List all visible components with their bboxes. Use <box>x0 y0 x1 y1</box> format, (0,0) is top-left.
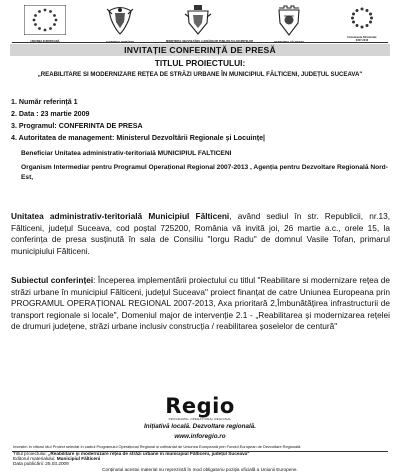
gov-coat-of-arms-icon <box>105 5 135 36</box>
meta-authority: 4. Autoritatea de management: Ministerul Dezvoltării Regionale și Locuințe| <box>11 134 265 142</box>
sf-caption-1: Instrumente Structurale <box>347 36 377 39</box>
beneficiary-line: Beneficiar Unitatea administrativ-teritorială MUNICIPIUL FALTICENI <box>21 150 232 157</box>
structural-funds-logo <box>336 5 388 42</box>
meta-reference: 1. Număr referință 1 <box>11 98 78 106</box>
top-divider <box>12 42 388 43</box>
intermediate-organism: Organism Intermediar pentru Programul Operațional Regional 2007-2013 , Agenția pentru Dezvoltare Regională Nord-Est, <box>21 164 388 181</box>
eu-flag-icon <box>24 5 66 35</box>
logos-row <box>0 5 400 43</box>
government-logo <box>88 5 152 44</box>
regio-logo <box>0 395 400 421</box>
investment-note: Investim în viitorul tău! Proiect selectat în cadrul Programului Operațional Regional și cofinanțat de Uniunea Europeană prin Fondul European de Dezvoltare Regională. <box>13 444 302 449</box>
sf-caption-2: 2007-2013 <box>355 39 369 42</box>
regio-subtitle: PROGRAMUL OPERAȚIONAL REGIONAL <box>168 417 232 421</box>
structural-funds-stars-icon <box>342 5 382 31</box>
slogan: Inițiativă locală. Dezvoltare regională. <box>144 423 256 430</box>
subject-paragraph <box>11 275 390 333</box>
footer-date: Data publicării: 25.03.2009 <box>13 461 69 466</box>
meta-program: 3. Programul: CONFERINTA DE PRESA <box>11 122 143 130</box>
falticeni-logo <box>262 5 316 44</box>
project-title-label: TITLUL PROIECTULUI: <box>154 58 246 68</box>
subject-text: : Începerea implementării proiectului cu titlul "Reabilitare si modernizare rețea de străzi urbane în municipiul Fălticeni, județul Suceava" proiect finanțat de catre Uniunea Europeana prin PROGRAMUL OPERAȚIONAL REGIONAL 2007-2013, Axa prioritară 2,Îmbunătățirea infrastructurii de transport regionale si locale", Domeniul major de intervenție 2.1 - „Reabilitarea și modernizarea rețelei de drumuri județene, străzi urbane inclusiv construcția / reabilitarea șoselelor de centură" <box>11 275 390 331</box>
meta-date: 2. Data : 23 martie 2009 <box>11 110 90 118</box>
footer-editor-label: Editorul materialului: <box>13 456 57 461</box>
footer-project-value: „Reabilitare și modernizare rețea de străzi urbane în municipiul Fălticeni, județul Suceava" <box>48 451 250 456</box>
footer-project-label: Titlul proiectului: <box>13 451 48 456</box>
project-title: „REABILITARE SI MODERNIZARE REȚEA DE STRĂZI URBANE ÎN MUNICIPIUL FĂLTICENI, JUDEȚUL SUCEAVA" <box>37 71 363 78</box>
eu-logo <box>17 5 73 43</box>
ministry-logo <box>166 5 230 43</box>
mdr-crest-icon <box>184 5 212 35</box>
invite-title: INVITAȚIE CONFERINȚĂ DE PRESĂ <box>10 44 390 56</box>
organizer-name: Unitatea administrativ-teritorială Municipiul Fălticeni <box>11 211 230 221</box>
footer-editor-value: Municipiul Fălticeni <box>56 456 101 461</box>
eu-disclaimer: Conținutul acestui material nu reprezintă în mod obligatoriu poziția oficială a Uniunii Europene. <box>102 467 298 472</box>
invitation-text: , având sediul în str. Republicii, nr.13, Fălticeni, județul Suceava, cod poștal 725200, România vă invită joi, 26 martie a.c., orele 15, la conferința de presa susținută în sala de Consiliu "Iorgu Radu" de domnul Vasile Tofan, primarul municipiului Fălticeni. <box>11 211 390 256</box>
invitation-paragraph <box>11 211 390 257</box>
falticeni-coat-of-arms-icon <box>276 5 302 36</box>
regio-wordmark: Regio <box>165 394 235 418</box>
subject-label: Subiectul conferinței <box>11 275 94 285</box>
website-link[interactable]: www.inforegio.ro <box>174 433 226 440</box>
